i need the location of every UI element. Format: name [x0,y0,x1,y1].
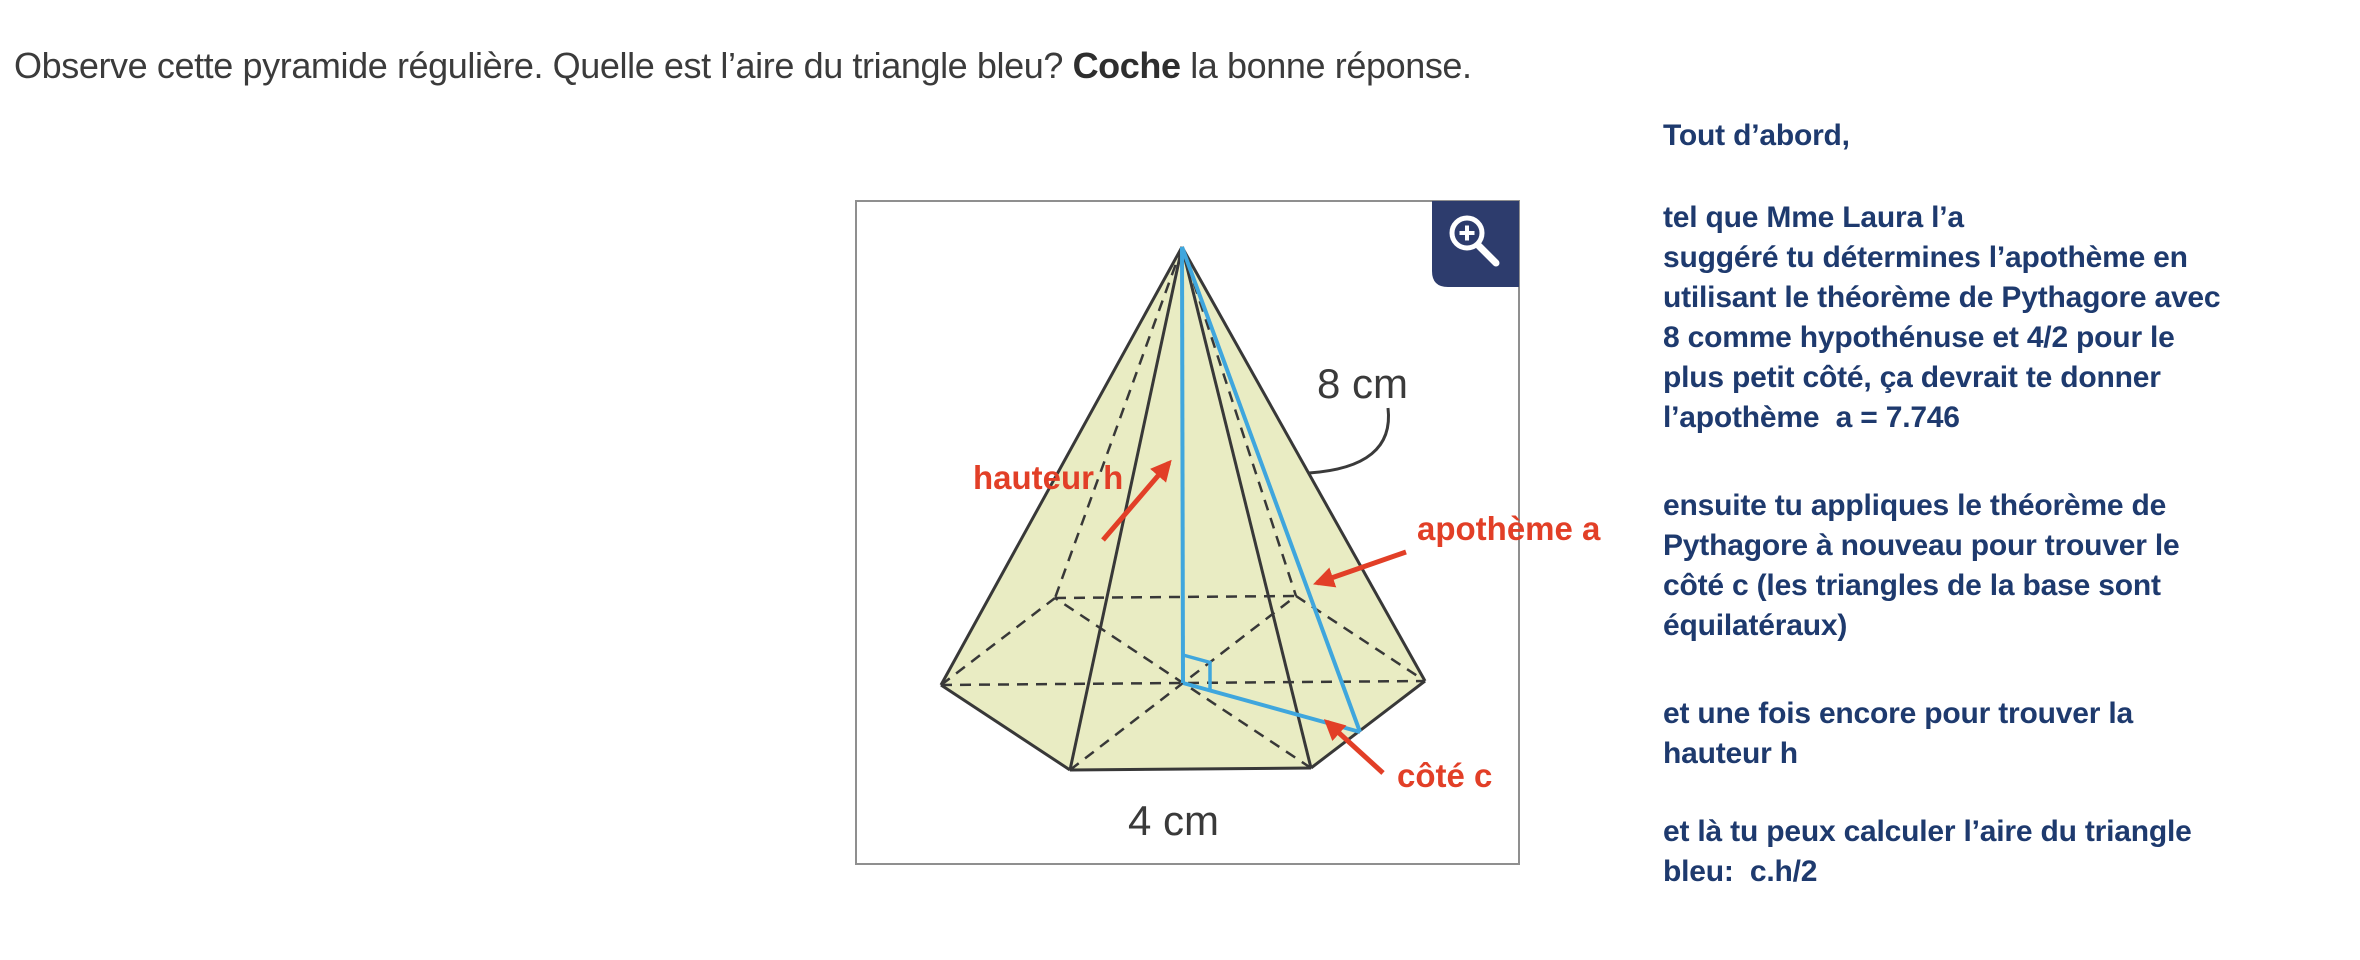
annotation-line: équilatéraux) [1663,609,1848,642]
annotation-line: hauteur h [1663,737,1798,770]
teacher-note-paragraph-3 [1663,486,2360,646]
question-title-bold: Coche [1072,45,1181,86]
apothem-label: apothème a [1417,510,1601,547]
annotation-line: bleu: c.h/2 [1663,855,1818,888]
annotation-line: tel que Mme Laura l’a [1663,201,1964,234]
teacher-note-paragraph-4 [1663,694,2360,774]
edge-dim-label: 8 cm [1317,360,1409,407]
teacher-note-paragraph-2 [1663,198,2360,438]
height-label: hauteur h [973,459,1124,496]
annotation-line: et une fois encore pour trouver la [1663,697,2133,730]
annotation-line: 8 comme hypothénuse et 4/2 pour le [1663,321,2175,354]
zoom-button[interactable] [1432,201,1519,287]
teacher-note-paragraph-5 [1663,812,2360,892]
teacher-note-paragraph-1 [1663,116,2360,156]
annotation-line: Tout d’abord, [1663,119,1850,152]
annotation-line: côté c (les triangles de la base sont [1663,569,2161,602]
question-title-prefix: Observe cette pyramide régulière. Quelle est l’aire du triangle bleu? [14,45,1073,86]
annotation-line: ensuite tu appliques le théorème de [1663,489,2167,522]
annotation-line: Pythagore à nouveau pour trouver le [1663,529,2180,562]
edge-dim-leader [1309,408,1389,473]
base-dim-label: 4 cm [1128,797,1220,844]
annotation-line: l’apothème a = 7.746 [1663,401,1960,434]
side-c-label: côté c [1397,757,1493,794]
annotation-line: utilisant le théorème de Pythagore avec [1663,281,2221,314]
question-title [14,44,1654,88]
annotation-line: suggéré tu détermines l’apothème en [1663,241,2188,274]
height-line [1182,247,1183,683]
annotation-line: plus petit côté, ça devrait te donner [1663,361,2161,394]
pyramid-figure [855,195,1680,900]
annotation-line: et là tu peux calculer l’aire du triangle [1663,815,2192,848]
question-title-suffix: la bonne réponse. [1180,45,1472,86]
